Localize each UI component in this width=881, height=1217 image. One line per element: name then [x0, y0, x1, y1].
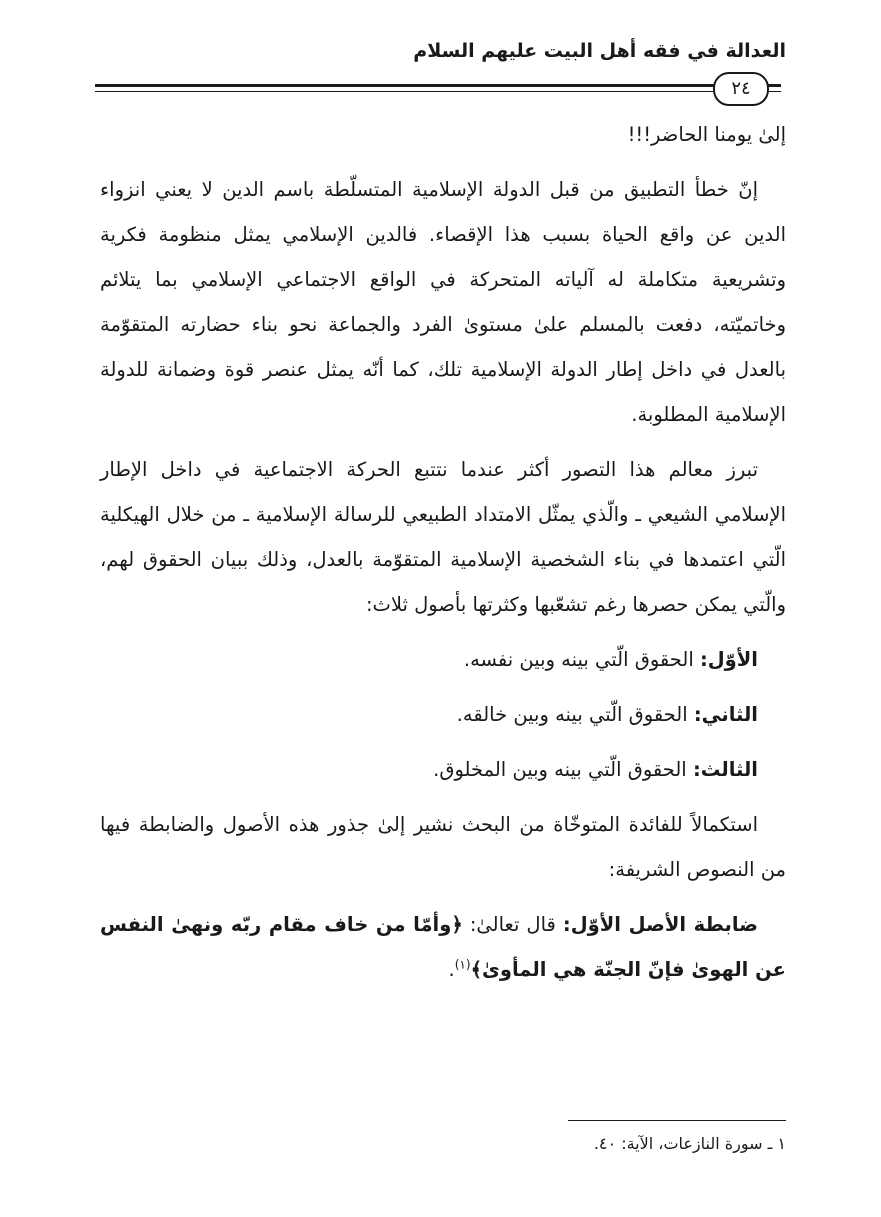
list-item-label: الأوّل:	[699, 648, 758, 671]
list-item-text: الحقوق الّتي بينه وبين خالقه.	[456, 703, 694, 726]
header-rule-thin	[95, 91, 781, 92]
list-item-text: الحقوق الّتي بينه وبين نفسه.	[463, 648, 700, 671]
footnote: ١ ـ سورة النازعات، الآية: ٤٠.	[593, 1134, 786, 1153]
section-label: ضابطة الأصل الأوّل:	[562, 913, 758, 936]
footnote-ref: (١)	[454, 957, 471, 972]
footnote-rule	[568, 1120, 786, 1121]
running-header: العدالة في فقه أهل البيت عليهم السلام	[413, 40, 786, 62]
paragraph-continuation: إلىٰ يومنا الحاضر!!!	[627, 123, 786, 146]
list-item-second	[100, 692, 786, 737]
paragraph-end: .	[448, 958, 455, 981]
paragraph-1: إنّ خطأ التطبيق من قبل الدولة الإسلامية المتسلّطة باسم الدين لا يعني انزواء الدين عن واقع الحياة بسبب هذا الإقصاء. فالدين الإسلامي يمثل منظومة فكرية وتشريعية متكاملة له آلياته المتحركة في الواقع الاجتماعي الإسلامي بما يتلائم وخاتميّته، دفعت بالمسلم علىٰ مستوىٰ الفرد والجماعة نحو بناء حضارته المتقوّمة بالعدل في داخل إطار الدولة الإسلامية تلك، كما أنّه يمثل عنصر قوة وضمانة للدولة الإسلامية المطلوبة.	[100, 178, 786, 426]
body-text	[100, 112, 786, 1002]
quran-verse: ﴿وأمّا من خاف مقام ربّه ونهىٰ النفس عن الهوىٰ فإنّ الجنّة هي المأوىٰ﴾	[100, 913, 786, 981]
paragraph-3: استكمالاً للفائدة المتوخّاة من البحث نشير إلىٰ جذور هذه الأصول والضابطة فيها من النصوص الشريفة:	[100, 813, 786, 881]
paragraph-4	[100, 902, 786, 992]
verse-intro: قال تعالىٰ:	[462, 913, 563, 936]
list-item-first	[100, 637, 786, 682]
list-item-text: الحقوق الّتي بينه وبين المخلوق.	[433, 758, 693, 781]
list-item-label: الثاني:	[693, 703, 758, 726]
list-item-label: الثالث:	[692, 758, 758, 781]
header-rule	[95, 84, 781, 87]
page-number: ٢٤	[713, 72, 769, 106]
list-item-third	[100, 747, 786, 792]
paragraph-2: تبرز معالم هذا التصور أكثر عندما نتتبع الحركة الاجتماعية في داخل الإطار الإسلامي الشيعي ـ والّذي يمثّل الامتداد الطبيعي للرسالة الإسلامية ـ من خلال الهيكلية الّتي اعتمدها في بناء الشخصية الإسلامية المتقوّمة بالعدل، وذلك ببيان الحقوق لهم، والّتي يمكن حصرها رغم تشعّبها وكثرتها بأصول ثلاث:	[100, 458, 786, 616]
